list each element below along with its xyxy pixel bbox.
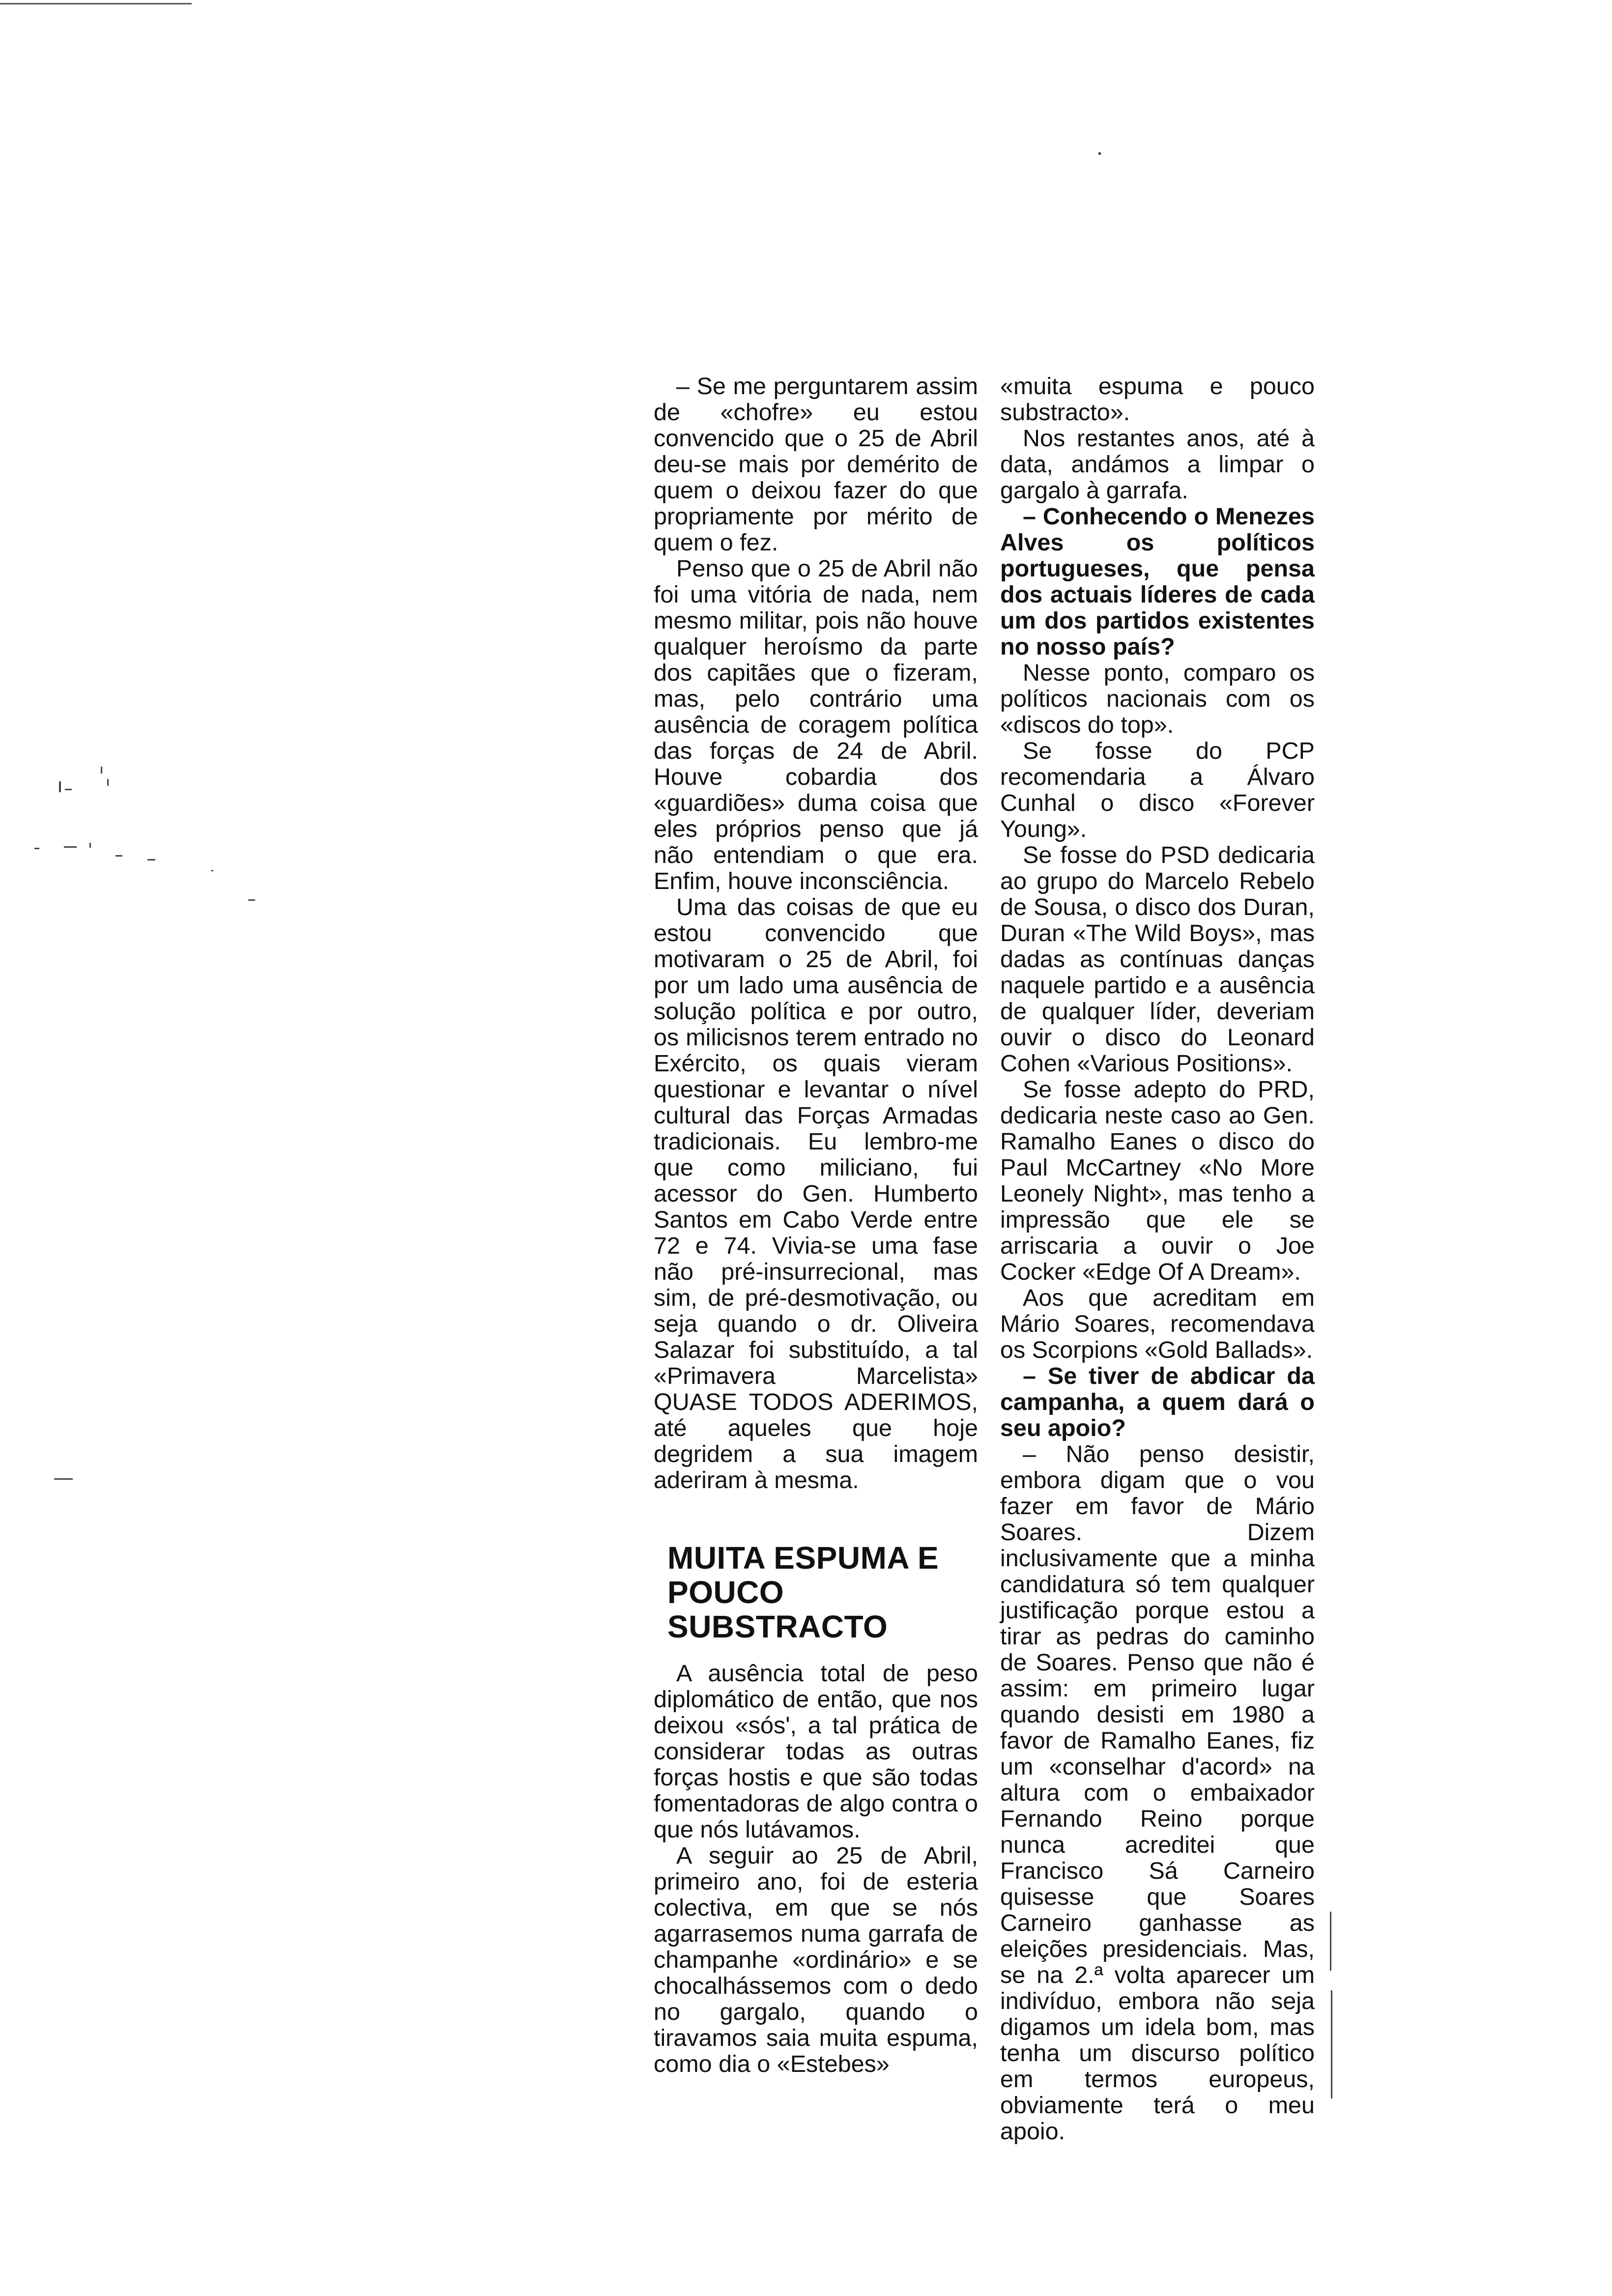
article-paragraph: A ausência total de peso diplomático de então, que nos deixou «sós', a tal prática de considerar todas as outras forças hostis e que são todas fomentadoras de algo contra o que nós lutávamos. xyxy=(654,1660,978,1843)
scan-mark xyxy=(107,779,109,786)
article-column-left xyxy=(654,373,978,2077)
article-subheading: MUITA ESPUMA E POUCO SUBSTRACTO xyxy=(667,1540,939,1644)
scan-mark xyxy=(59,781,61,792)
article-paragraph: Nos restantes anos, até à data, andámos a limpar o gargalo à garrafa. xyxy=(1000,425,1315,504)
scan-mark xyxy=(64,846,77,848)
article-paragraph: «muita espuma e pouco substracto». xyxy=(1000,373,1315,426)
scan-mark xyxy=(147,859,155,861)
scan-mark xyxy=(1330,1912,1331,1971)
scan-mark xyxy=(115,855,122,857)
interview-answer: Nesse ponto, comparo os políticos nacionais com os «discos do top». xyxy=(1000,660,1315,738)
interview-question: – Se tiver de abdicar da campanha, a quem dará o seu apoio? xyxy=(1000,1363,1315,1441)
scan-mark xyxy=(101,767,102,774)
article-paragraph: Penso que o 25 de Abril não foi uma vitória de nada, nem mesmo militar, pois não houve qualquer heroísmo da parte dos capitães que o fizeram, mas, pelo contrário uma ausência de coragem política das forças de 24 de Abril. Houve cobardia dos «guardiões» duma coisa que eles próprios penso que já não entendiam o que era. Enfim, houve inconsciência. xyxy=(654,555,978,894)
interview-answer: – Não penso desistir, embora digam que o vou fazer em favor de Mário Soares. Dizem inclusivamente que a minha candidatura só tem qualquer justificação porque estou a tirar as pedras do caminho de Soares. Penso que não é assim: em primeiro lugar quando desisti em 1980 a favor de Ramalho Eanes, fiz um «conselhar d'acord» na altura com o embaixador Fernando Reino porque nunca acreditei que Francisco Sá Carneiro quisesse que Soares Carneiro ganhasse as eleições presidenciais. Mas, se na 2.ª volta aparecer um indivíduo, embora não seja digamos um idela bom, mas tenha um discurso político em termos europeus, obviamente terá o meu apoio. xyxy=(1000,1441,1315,2145)
scan-mark xyxy=(1331,1990,1332,2098)
interview-question: – Conhecendo o Menezes Alves os políticos portugueses, que pensa dos actuais líderes de cada um dos partidos existentes no nosso país? xyxy=(1000,503,1315,660)
interview-answer: Se fosse do PSD dedicaria ao grupo do Marcelo Rebelo de Sousa, o disco dos Duran, Duran «The Wild Boys», mas dadas as contínuas danças naquele partido e a ausência de qualquer líder, deveriam ouvir o disco do Leonard Cohen «Various Positions». xyxy=(1000,842,1315,1077)
scan-edge-line xyxy=(0,3,192,4)
article-paragraph: – Se me perguntarem assim de «chofre» eu estou convencido que o 25 de Abril deu-se mais por demérito de quem o deixou fazer do que propriamente por mérito de quem o fez. xyxy=(654,373,978,556)
scan-mark xyxy=(211,870,213,871)
interview-answer: Se fosse adepto do PRD, dedicaria neste caso ao Gen. Ramalho Eanes o disco do Paul McCartney «No More Leonely Night», mas tenho a impressão que ele se arriscaria a ouvir o Joe Cocker «Edge Of A Dream». xyxy=(1000,1076,1315,1285)
article-paragraph: Uma das coisas de que eu estou convencido que motivaram o 25 de Abril, foi por um lado uma ausência de solução política e por outro, os milicisnos terem entrado no Exército, os quais vieram questionar e levantar o nível cultural das Forças Armadas tradicionais. Eu lembro-me que como miliciano, fui acessor do Gen. Humberto Santos em Cabo Verde entre 72 e 74. Vivia-se uma fase não pré-insurrecional, mas sim, de pré-desmotivação, ou seja quando o dr. Oliveira Salazar foi substituído, a tal «Primavera Marcelista» QUASE TODOS ADERIMOS, até aqueles que hoje degridem a sua imagem aderiram à mesma. xyxy=(654,894,978,1493)
article-column-right xyxy=(1000,373,1315,2145)
article-paragraph: A seguir ao 25 de Abril, primeiro ano, foi de esteria colectiva, em que se nós agarrasemos numa garrafa de champanhe «ordinário» e se chocalhássemos com o dedo no gargalo, quando o tiravamos saia muita espuma, como dia o «Estebes» xyxy=(654,1842,978,2077)
interview-answer: Aos que acreditam em Mário Soares, recomendava os Scorpions «Gold Ballads». xyxy=(1000,1285,1315,1363)
scan-mark xyxy=(89,843,91,848)
interview-answer: Se fosse do PCP recomendaria a Álvaro Cunhal o disco «Forever Young». xyxy=(1000,738,1315,842)
scan-mark xyxy=(248,899,255,901)
scan-mark xyxy=(54,1478,73,1480)
scan-mark xyxy=(1098,152,1101,155)
scan-mark xyxy=(65,789,72,790)
scan-mark xyxy=(34,848,39,849)
